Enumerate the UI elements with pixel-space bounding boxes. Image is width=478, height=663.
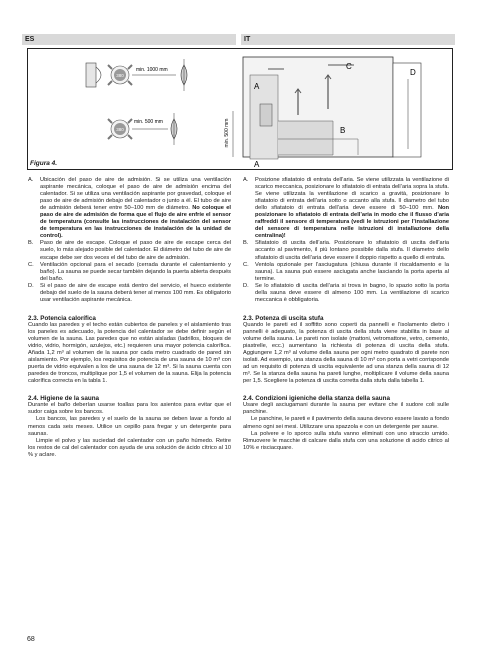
label-c: C [346,62,352,71]
list-item [243,240,449,261]
heater-size-label-bottom: 380 [116,127,124,132]
label-d: D [410,68,416,77]
ventilation-figure [27,48,453,170]
list-item [28,283,231,304]
section-heading: 2.3. Potencia calorífica [28,314,96,322]
language-header-es [22,34,236,45]
page-number: 68 [27,636,35,643]
section-heading: 2.3. Potenza di uscita stufa [243,314,324,322]
list-item-text: Si el paso de aire de escape está dentro del servicio, el hueco existente debajo del suelo de la sauna deberá tener al menos 100 mm. Es obligatorio usar ventilación aspirante mecánica. [40,282,231,303]
list-item-warning: Non posizionare lo sfiatatoio di entrata dell’aria in modo che il flusso d’aria raffreddi il sensore di temperatura (vedi le istruzioni per l’installazione del sensore di temperatura nelle istruzioni di installazione della centralina)! [255,205,449,240]
list-item-label: D. [243,282,249,289]
list-item [28,240,231,261]
list-item [28,177,231,240]
language-code-es: ES [25,36,35,43]
list-item-label: C. [28,261,34,268]
label-b: B [340,126,346,135]
list-item [243,283,449,304]
list-item [28,262,231,283]
language-code-it: IT [244,36,251,43]
section-paragraph: Le panchine, le pareti e il pavimento della sauna devono essere lavato a fondo almeno ogni sei mesi. Utilizzare una spazzola e con un detergente per saune. [243,416,449,430]
list-item-text: Paso de aire de escape. Coloque el paso de aire de escape cerca del suelo, lo más alejado posible del calentador. El diámetro del tubo de aire de escape debe ser dos veces el del tubo de aire de admisión. [40,240,231,261]
column-es [28,177,231,459]
label-a-upper: A [254,82,260,91]
figure-caption: Figura 4. [30,160,58,167]
plan-top [86,59,187,91]
list-item-text: Sfiatatoio di uscita dell’aria. Posizionare lo sfiatatoio di uscita dell’aria accanto al pavimento, il più lontano possibile dalla stufa. Il diametro dello sfiatatoio di uscita dell’aria deve essere il doppio rispetto a quello di entrata. [255,240,449,261]
section-heading: 2.4. Higiene de la sauna [28,395,100,403]
list-item-warning: No coloque el paso de aire de admisión de forma que el flujo de aire enfríe el sensor de temperatura (consulte las instrucciones de instalación del sensor de temperatura en las instrucciones de instalación de la unidad de control). [40,205,231,240]
list-item-label: A. [28,177,34,183]
section-paragraph: Cuando las paredes y el techo están cubiertos de paneles y el aislamiento tras los paneles es adecuado, la potencia del calentador se debe definir según el volumen de la sauna. Las paredes que no están aisladas (ladrillos, bloques de vidrio, vidrio, hormigón, azulejos, etc.) requieren una mayor potencia calorífica. Añada 1,2 m³ al volumen de la sauna por cada metro cuadrado de pared sin aislamiento. Por ejemplo, los requisitos de potencia de una sauna de 10 m³ con puerta de vidrio equivalen a los de una sauna de 12 m³. Si la sauna cuenta con paredes de troncos, multiplique por 1,5 el volumen de la sauna. Elija la potencia calorífica correcta en la tabla 1. [28,321,231,385]
section-paragraph: Usare degli asciugamani durante la sauna per evitare che il sudore coli sulle panchine. [243,402,449,416]
list-item-text: Ventilación opcional para el secado (cerrada durante el calentamiento y baño). La sauna se puede secar también dejando la puerta abierta después del baño. [40,261,231,282]
list-item-text [255,177,449,240]
section-paragraph: Durante el baño deberían usarse toallas para los asientos para evitar que el sudor caiga sobre los bancos. [28,402,231,416]
list-item-body: Ubicación del paso de aire de admisión. Si se utiliza una ventilación aspirante mecánica, coloque el paso de aire de admisión encima del calentador. Si se utiliza una ventilación aspirante por gravedad, coloque el paso de aire de admisión debajo del calentador o junto a él. El tubo de aire de admisión deberá tener entre 50–100 mm de diámetro. [40,177,231,212]
section-heading: 2.4. Condizioni igieniche della stanza della sauna [243,395,390,403]
plan-bottom [108,113,177,145]
language-header-it [241,34,455,45]
list-item-label: D. [28,282,34,289]
list-item-label: A. [243,177,249,183]
dimension-min-500: min. 500 mm [134,119,163,125]
section-paragraph: Los bancos, las paredes y el suelo de la sauna se deben lavar a fondo al menos cada seis meses. Utilice un cepillo para fregar y un detergente para saunas. [28,416,231,437]
heater-size-label-top: 380 [116,73,124,78]
section-paragraph: Quando le pareti ed il soffitto sono coperti da pannelli e l’isolamento dietro i pannelli è adeguato, la potenza di uscita della stufa viene stabilita in base al volume della sauna. Le pareti non isolate (mattoni, vetromattone, vetro, cemento, piastrelle, ecc.) aumentano la richiesta di potenza di uscita della stufa. Aggiungere 1,2 m³ al volume della sauna per ogni metro quadrato di parete non isolati. Ad esempio, una stanza della sauna di 10 m³ con porta a vetri corrisponde ad un requisito di potenza di uscita equivalente ad una stanza della sauna di 12 m³. Se la stanza della sauna ha pareti lunghe, moltiplicare il volume della sauna per 1,5. Scegliere la potenza di uscita corretta dalla stufa dalla tabella 1. [243,321,449,385]
ventilation-diagram [28,49,452,169]
list-item-text [40,177,231,240]
list-item [243,262,449,283]
list-item-body: Posizione sfiatatoio di entrata dell’aria. Se viene utilizzata la ventilazione di scarico meccanica, posizionare lo sfiatatoio di entrata dell’aria sopra la stufa. Se viene utilizzata la ventilazione di scarico a gravità, posizionare lo sfiatatoio di entrata dell’aria sotto o accanto alla stufa. Il diametro del tubo dello sfiatatoio di entrata dell’aria deve essere di 50–100 mm. [255,177,449,212]
list-item-label: C. [243,261,249,268]
list-item [243,177,449,240]
list-item-label: B. [28,240,34,247]
section-paragraph: La polvere e lo sporco sulla stufa vanno eliminati con uno straccio umido. Rimuovere le macchie di calcare dalla stufa con una soluzione di acido citrico al 10% e risciacquare. [243,430,449,451]
list-item-text: Ventola opzionale per l’asciugatura (chiusa durante il riscaldamento e la sauna). La sauna può essere asciugata anche lasciando la porta aperta al termine. [255,261,449,282]
list-item-text: Se lo sfiatatoio di uscita dell’aria si trova in bagno, lo spazio sotto la porta della sauna deve essere di almeno 100 mm. La ventilazione di scarico meccanica è obbligatoria. [255,282,449,303]
dimension-vertical-min-500: min. 500 mm [224,118,230,148]
label-a-lower: A [254,160,260,169]
section-paragraph: Limpie el polvo y las suciedad del calentador con un paño húmedo. Retire los restos de cal del calentador con ayuda de una solución de ácido cítrico al 10 % y aclare. [28,437,231,458]
list-item-label: B. [243,240,249,247]
sauna-section [224,57,421,169]
dimension-min-1000: min. 1000 mm [136,67,168,73]
column-it [243,177,449,452]
